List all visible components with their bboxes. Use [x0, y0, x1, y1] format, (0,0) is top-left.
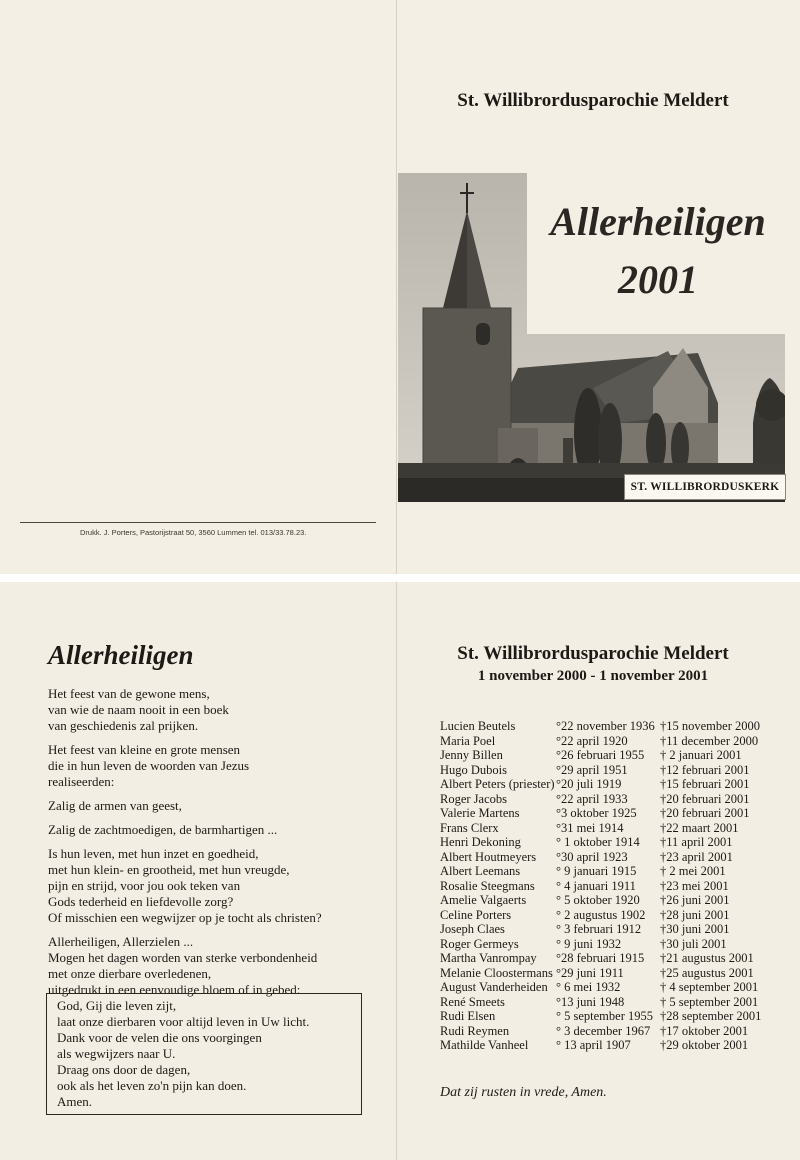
- poem-stanza: [48, 822, 383, 838]
- death-date: †30 juni 2001: [660, 922, 730, 936]
- death-date: †15 februari 2001: [660, 777, 750, 791]
- deceased-name: Celine Porters: [440, 907, 512, 922]
- birth-date: ° 6 mei 1932: [556, 980, 621, 994]
- birth-date: ° 3 februari 1912: [556, 922, 642, 936]
- poem-line: Het feest van de gewone mens,: [48, 686, 210, 701]
- poem-line: Gods tederheid en liefdevolle zorg?: [48, 894, 234, 909]
- list-item: [440, 937, 752, 952]
- cover-sheet: [0, 0, 800, 574]
- death-date: † 4 september 2001: [660, 980, 759, 994]
- deceased-name: Albert Peters (priester): [440, 777, 555, 791]
- death-date: †26 juni 2001: [660, 893, 730, 907]
- list-item: [440, 994, 759, 1010]
- death-date: † 2 mei 2001: [660, 864, 726, 878]
- prayer-line: Draag ons door de dagen,: [57, 1062, 191, 1077]
- birth-date: ° 9 januari 1915: [556, 864, 637, 878]
- birth-date: °26 februari 1955: [556, 748, 645, 762]
- list-item: [440, 1038, 752, 1053]
- poem-line: met onze dierbare overledenen,: [48, 966, 212, 981]
- poem-heading: Allerheiligen: [48, 640, 194, 670]
- list-parish-title: St. Willibrordusparochie Meldert: [457, 643, 729, 664]
- birth-date: ° 5 oktober 1920: [556, 893, 640, 907]
- deceased-name: Martha Vanrompay: [440, 951, 537, 965]
- poem-line: uitgedrukt in een eenvoudige bloem of in gebed:: [48, 982, 301, 997]
- poem-line: Allerheiligen, Allerzielen ...: [48, 934, 194, 949]
- death-date: †12 februari 2001: [660, 762, 750, 777]
- birth-date: ° 2 augustus 1902: [556, 907, 646, 922]
- death-date: †25 augustus 2001: [660, 965, 754, 980]
- poem-line: Of misschien een wegwijzer op je tocht als christen?: [48, 910, 322, 925]
- closing-line: Dat zij rusten in vrede, Amen.: [440, 1085, 607, 1100]
- parish-title: St. Willibrordusparochie Meldert: [457, 90, 729, 111]
- deceased-name: Rudi Reymen: [440, 1023, 510, 1038]
- list-item: [440, 821, 752, 836]
- poem-stanza: [48, 846, 383, 926]
- poem-line: van wie de naam nooit in een boek: [48, 702, 229, 717]
- deceased-name: Albert Leemans: [440, 864, 521, 878]
- birth-date: ° 4 januari 1911: [556, 878, 636, 893]
- death-date: †21 augustus 2001: [660, 951, 754, 965]
- death-date: †20 februari 2001: [660, 806, 750, 820]
- poem-line: die in hun leven de woorden van Jezus: [48, 758, 250, 773]
- deceased-name: Hugo Dubois: [440, 762, 508, 777]
- death-date: †29 oktober 2001: [660, 1038, 749, 1052]
- fold-line: [396, 582, 397, 1160]
- birth-date: °29 april 1951: [556, 762, 628, 777]
- deceased-name: Maria Poel: [440, 733, 496, 748]
- death-date: † 5 september 2001: [660, 994, 759, 1009]
- deceased-name: Joseph Claes: [440, 922, 505, 936]
- poem-stanza: [48, 686, 383, 734]
- list-item: [440, 1024, 752, 1039]
- poem-line: realiseerden:: [48, 774, 115, 789]
- list-item: [440, 908, 752, 923]
- prayer-line: laat onze dierbaren voor altijd leven in Uw licht.: [57, 1014, 310, 1029]
- divider: [20, 522, 376, 523]
- prayer-box: [46, 993, 362, 1115]
- birth-date: °22 april 1933: [556, 791, 628, 806]
- prayer-line: als wegwijzers naar U.: [57, 1046, 176, 1061]
- list-item: [440, 980, 759, 995]
- list-item: [440, 763, 752, 778]
- birth-date: °31 mei 1914: [556, 820, 624, 835]
- birth-date: °13 juni 1948: [556, 994, 625, 1009]
- list-item: [440, 966, 752, 981]
- death-date: †17 oktober 2001: [660, 1023, 749, 1038]
- death-date: †30 juli 2001: [660, 936, 727, 951]
- prayer-line: Amen.: [57, 1094, 93, 1109]
- list-item: [440, 719, 760, 734]
- birth-date: °28 februari 1915: [556, 951, 645, 965]
- birth-date: °29 juni 1911: [556, 965, 624, 980]
- deceased-name: Melanie Cloostermans: [440, 965, 553, 980]
- cover-title: Allerheiligen: [550, 199, 766, 244]
- list-item: [440, 864, 752, 879]
- deceased-name: Mathilde Vanheel: [440, 1038, 529, 1052]
- fold-line: [396, 0, 397, 574]
- poem-stanza: [48, 742, 383, 790]
- birth-date: °22 november 1936: [556, 719, 655, 733]
- birth-date: °3 oktober 1925: [556, 806, 637, 820]
- deceased-name: Frans Clerx: [440, 820, 499, 835]
- deceased-name: Jenny Billen: [440, 748, 503, 762]
- list-item: [440, 922, 752, 937]
- list-item: [440, 835, 752, 850]
- poem-line: Zalig de armen van geest,: [48, 798, 182, 813]
- birth-date: °30 april 1923: [556, 849, 628, 864]
- deceased-name: Valerie Martens: [440, 806, 520, 820]
- birth-date: ° 9 juni 1932: [556, 936, 622, 951]
- birth-date: ° 1 oktober 1914: [556, 835, 640, 849]
- birth-date: °20 juli 1919: [556, 777, 622, 791]
- list-item: [440, 893, 752, 908]
- death-date: †28 juni 2001: [660, 907, 730, 922]
- death-date: †15 november 2000: [660, 719, 760, 733]
- deceased-name: Henri Dekoning: [440, 835, 521, 849]
- birth-date: ° 5 september 1955: [556, 1009, 653, 1023]
- poem-line: Het feest van kleine en grote mensen: [48, 742, 241, 757]
- deceased-list: [440, 719, 762, 1053]
- birth-date: ° 3 december 1967: [556, 1023, 651, 1038]
- deceased-name: Rudi Elsen: [440, 1009, 496, 1023]
- list-item: [440, 806, 752, 821]
- deceased-name: Roger Jacobs: [440, 791, 507, 806]
- death-date: †11 april 2001: [660, 835, 733, 849]
- deceased-name: Amelie Valgaerts: [440, 893, 527, 907]
- poem-line: Zalig de zachtmoedigen, de barmhartigen ...: [48, 822, 278, 837]
- list-item: [440, 792, 752, 807]
- poem-line: van geschiedenis zal prijken.: [48, 718, 199, 733]
- list-item: [440, 951, 752, 966]
- poem-stanza: [48, 798, 383, 814]
- photo-caption: ST. WILLIBRORDUSKERK: [624, 474, 786, 500]
- list-item: [440, 748, 752, 763]
- list-item: [440, 1009, 762, 1024]
- title-panel: [527, 168, 789, 334]
- deceased-name: Roger Germeys: [440, 936, 519, 951]
- death-date: †20 februari 2001: [660, 791, 750, 806]
- prayer-line: ook als het leven zo'n pijn kan doen.: [57, 1078, 247, 1093]
- printer-credit: Drukk. J. Porters, Pastorijstraat 50, 3560 Lummen tel. 013/33.78.23.: [80, 528, 307, 537]
- death-date: †23 april 2001: [660, 849, 733, 864]
- poem-stanza: [48, 934, 383, 998]
- cover-year: 2001: [618, 257, 698, 302]
- prayer-line: Dank voor de velen die ons voorgingen: [57, 1030, 262, 1045]
- list-item: [440, 733, 759, 749]
- deceased-name: René Smeets: [440, 994, 505, 1009]
- birth-date: ° 13 april 1907: [556, 1038, 631, 1052]
- deceased-name: August Vanderheiden: [440, 980, 548, 994]
- list-item: [440, 777, 752, 792]
- death-date: †22 maart 2001: [660, 820, 739, 835]
- poem-line: met hun klein- en grootheid, met hun vreugde,: [48, 862, 290, 877]
- death-date: †28 september 2001: [660, 1009, 762, 1023]
- prayer-line: God, Gij die leven zijt,: [57, 998, 177, 1013]
- deceased-name: Rosalie Steegmans: [440, 878, 535, 893]
- deceased-name: Albert Houtmeyers: [440, 849, 537, 864]
- list-period: 1 november 2000 - 1 november 2001: [477, 668, 709, 684]
- list-item: [440, 879, 752, 894]
- poem-line: pijn en strijd, voor jou ook teken van: [48, 878, 241, 893]
- list-item: [440, 850, 752, 865]
- deceased-name: Lucien Beutels: [440, 719, 516, 733]
- death-date: †23 mei 2001: [660, 878, 729, 893]
- birth-date: °22 april 1920: [556, 733, 628, 748]
- poem: [48, 686, 383, 1006]
- poem-line: Mogen het dagen worden van sterke verbondenheid: [48, 950, 318, 965]
- death-date: †11 december 2000: [660, 733, 759, 748]
- death-date: † 2 januari 2001: [660, 748, 742, 762]
- poem-line: Is hun leven, met hun inzet en goedheid,: [48, 846, 259, 861]
